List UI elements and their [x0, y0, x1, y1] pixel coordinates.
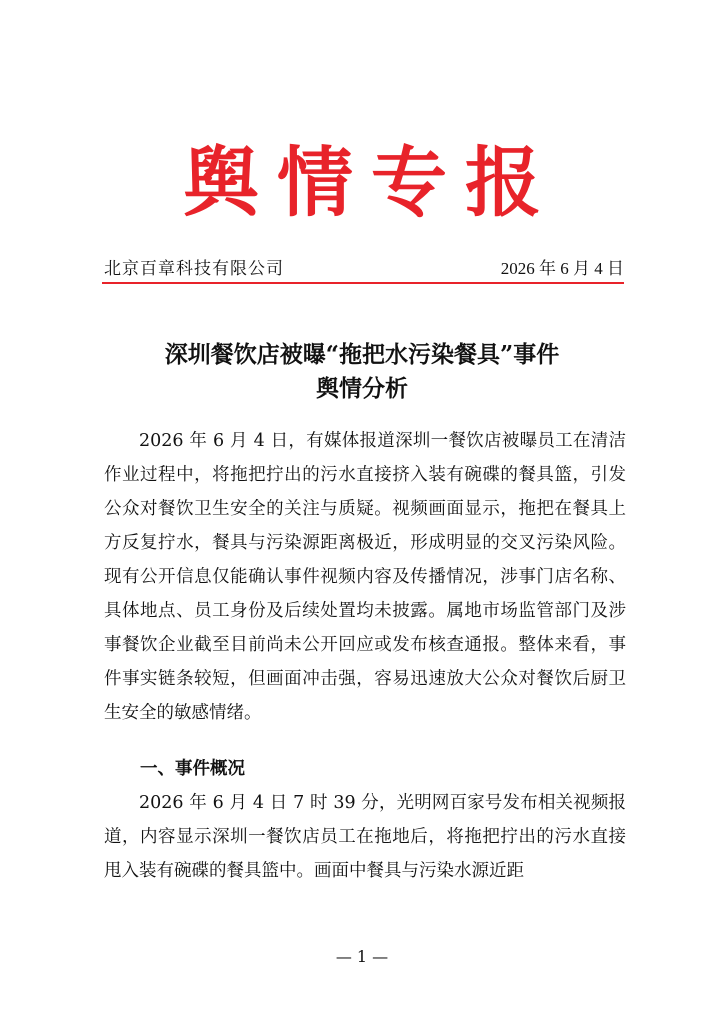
- header-divider: [102, 282, 624, 284]
- document-title-line-1: 深圳餐饮店被曝“拖把水污染餐具”事件: [164, 341, 560, 368]
- report-masthead: 舆情专报: [183, 138, 559, 227]
- issue-date: 2026 年 6 月 4 日: [500, 259, 624, 278]
- issuer-row: [104, 256, 624, 282]
- overview-paragraph: 2026 年 6 月 4 日 7 时 39 分，光明网百家号发布相关视频报道，内容显示深圳一餐饮店员工在拖地后，将拖把拧出的污水直接甩入装有碗碟的餐具篮中。画面中餐具与污染水源近距: [104, 793, 626, 881]
- document-title-line-2: 舆情分析: [316, 375, 408, 402]
- intro-paragraph: 2026 年 6 月 4 日，有媒体报道深圳一餐饮店被曝员工在清洁作业过程中，将拖把拧出的污水直接挤入装有碗碟的餐具篮，引发公众对餐饮卫生安全的关注与质疑。视频画面显示，拖把在餐具上方反复拧水，餐具与污染源距离极近，形成明显的交叉污染风险。现有公开信息仅能确认事件视频内容及传播情况，涉事门店名称、具体地点、员工身份及后续处置均未披露。属地市场监管部门及涉事餐饮企业截至目前尚未公开回应或发布核查通报。整体来看，事件事实链条较短，但画面冲击强，容易迅速放大公众对餐饮后厨卫生安全的敏感情绪。: [104, 431, 626, 723]
- document-title: [90, 338, 634, 406]
- page-number: — 1 —: [335, 947, 389, 966]
- issuer-name: 北京百章科技有限公司: [104, 259, 284, 279]
- section-heading-overview: 一、事件概况: [140, 759, 245, 779]
